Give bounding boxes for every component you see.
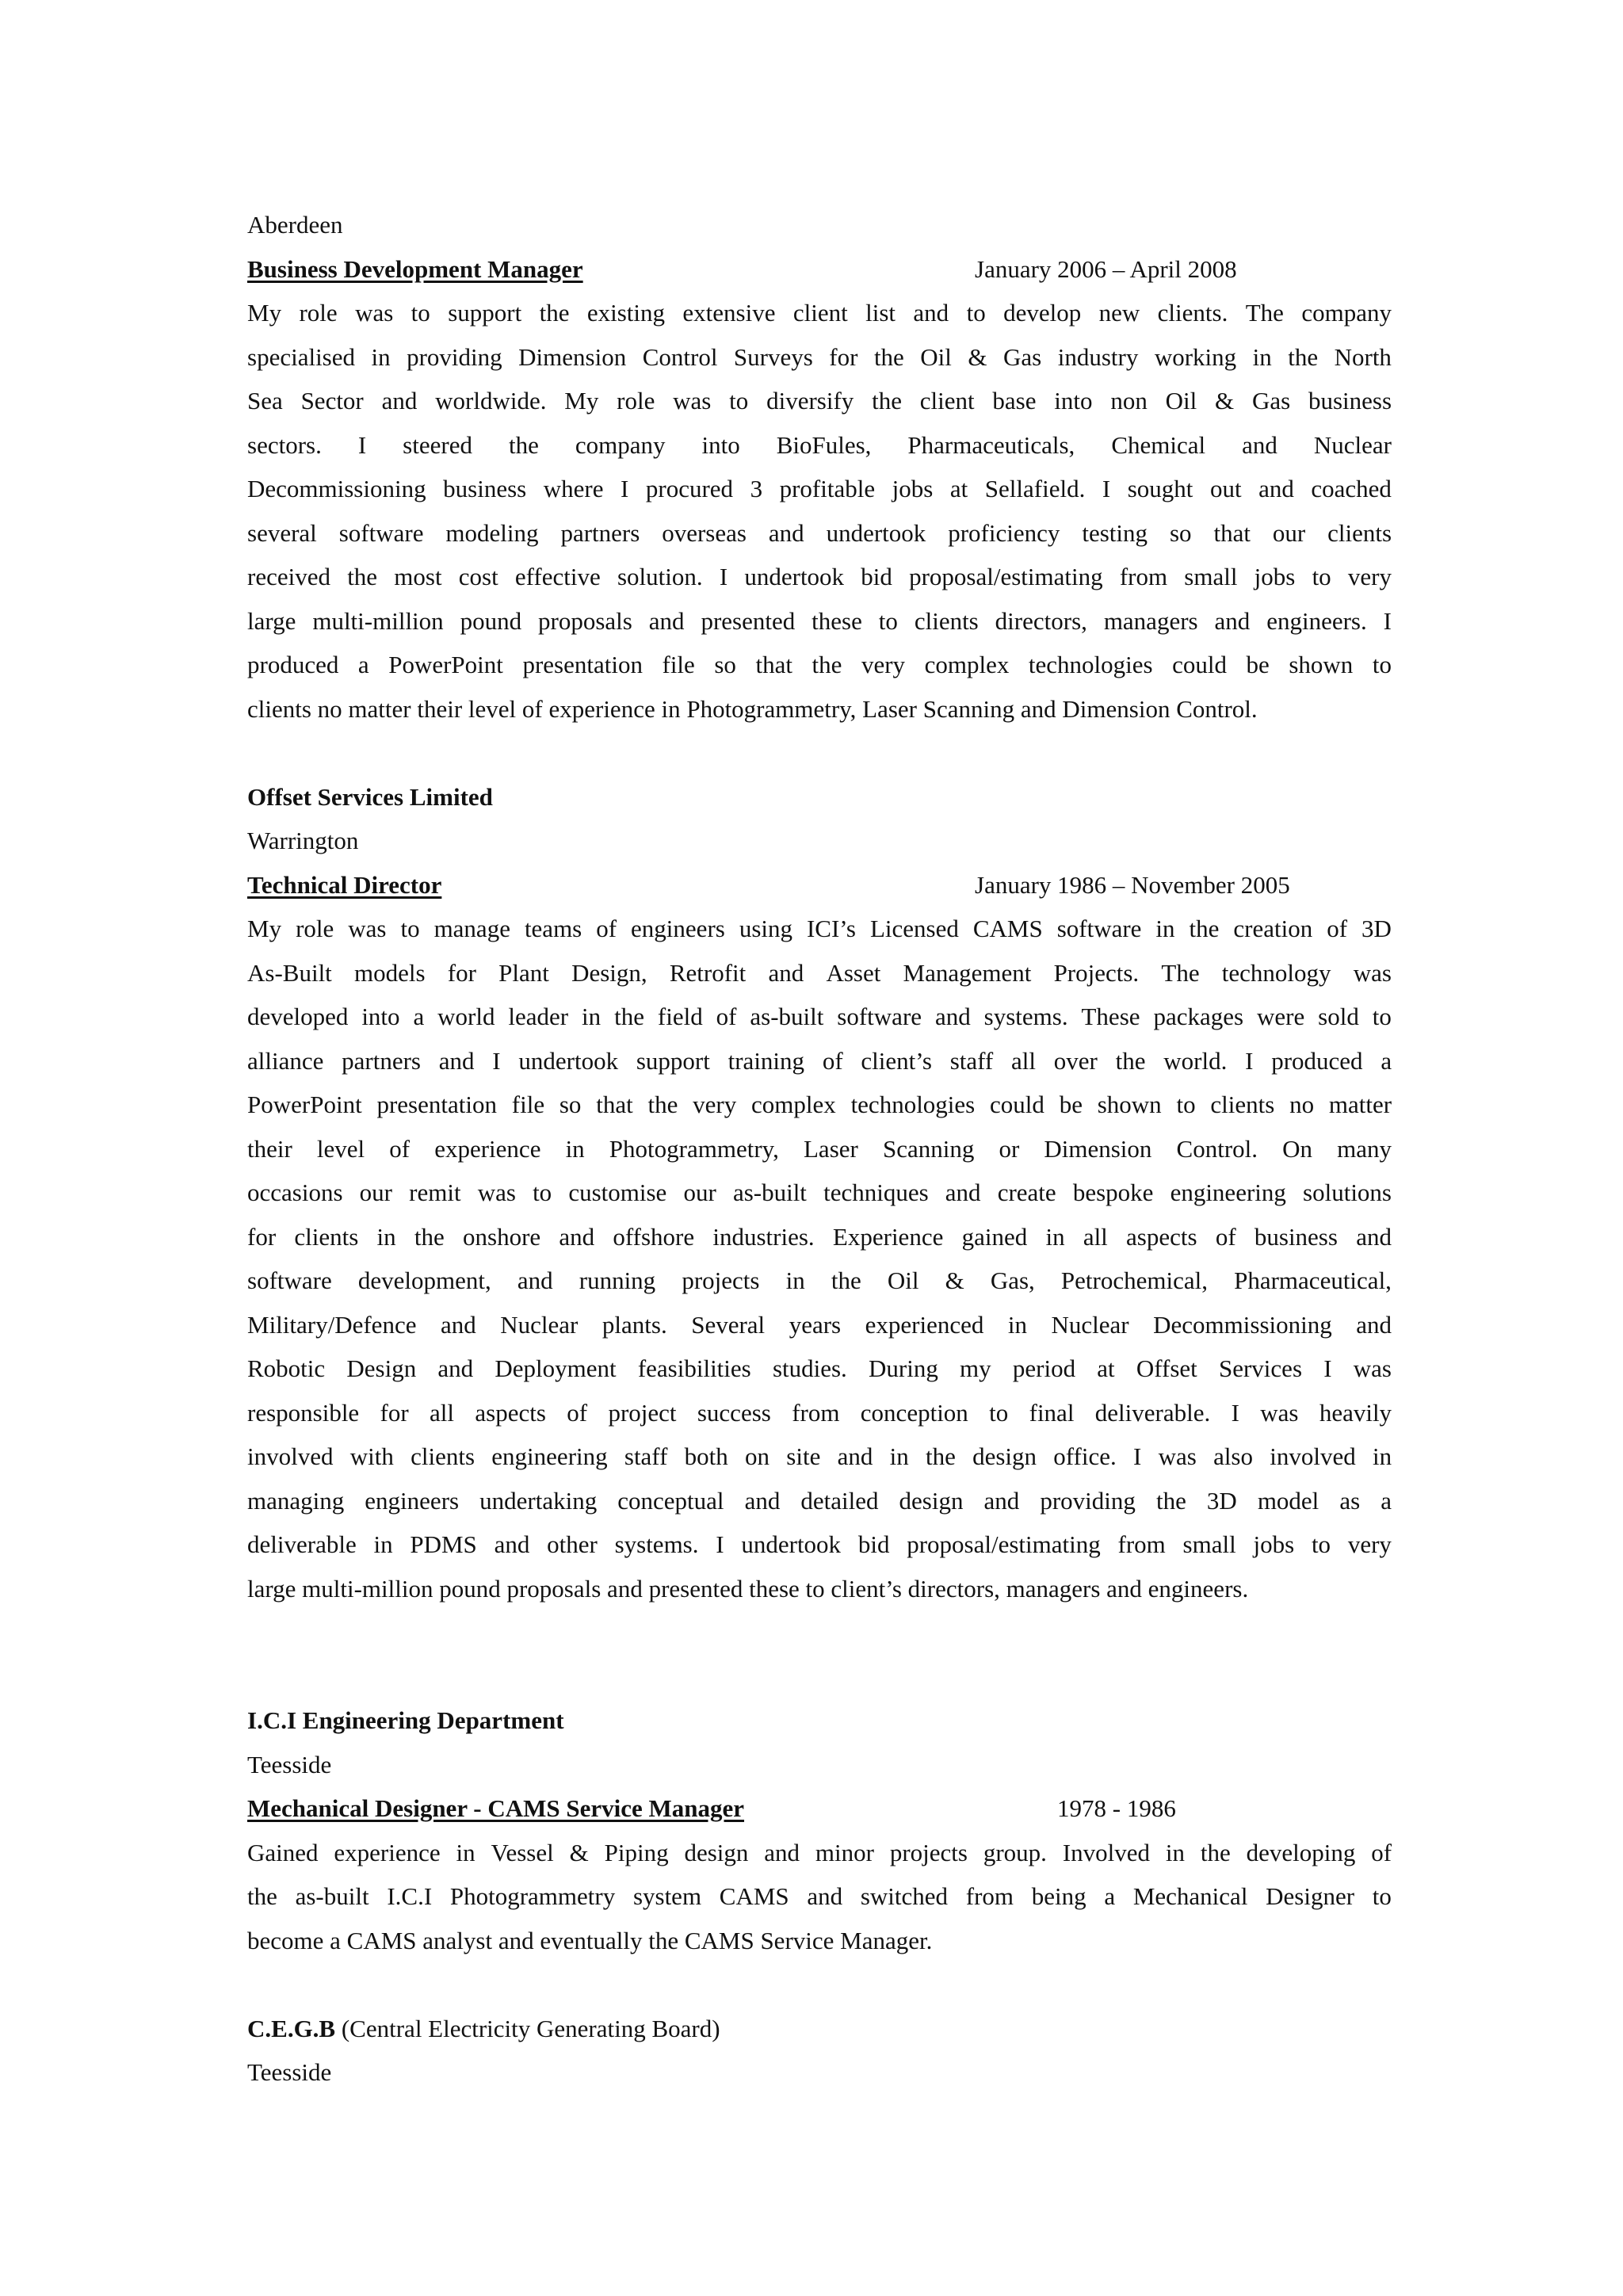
job-dates: 1978 - 1986 (1057, 1794, 1176, 1822)
paragraph-line: My role was to manage teams of engineers using ICI’s Licensed CAMS software in the creation of 3D (247, 915, 1392, 942)
paragraph-line: Sea Sector and worldwide. My role was to diversify the client base into non Oil & Gas business (247, 387, 1392, 415)
paragraph-line: received the most cost effective solution. I undertook bid proposal/estimating from small jobs to very (247, 563, 1392, 590)
job-description (247, 907, 1392, 1610)
paragraph-line: Military/Defence and Nuclear plants. Several years experienced in Nuclear Decommissioning and (247, 1310, 1392, 1339)
paragraph-line: specialised in providing Dimension Control Surveys for the Oil & Gas industry working in the North (247, 342, 1392, 371)
paragraph-line: for clients in the onshore and offshore industries. Experience gained in all aspects of business and (247, 1222, 1392, 1251)
paragraph-line: Gained experience in Vessel & Piping design and minor projects group. Involved in the developing of (247, 1838, 1392, 1866)
paragraph-line: software development, and running projects in the Oil & Gas, Petrochemical, Pharmaceutical, (247, 1266, 1392, 1294)
paragraph-line: As-Built models for Plant Design, Retrofit and Asset Management Projects. The technology was (247, 958, 1392, 987)
paragraph-line: several software modeling partners overseas and undertook proficiency testing so that our clients (247, 518, 1392, 547)
paragraph-line: sectors. I steered the company into BioFules, Pharmaceuticals, Chemical and Nuclear (247, 430, 1392, 459)
paragraph-line: PowerPoint presentation file so that the very complex technologies could be shown to clients no matter (247, 1091, 1392, 1118)
job-title: Technical Director (247, 870, 442, 899)
job-location: Aberdeen (247, 211, 343, 239)
job-dates: January 2006 – April 2008 (975, 254, 1237, 283)
job-title: Business Development Manager (247, 254, 583, 283)
spacer (247, 1610, 1392, 1698)
job-section-cegb (247, 2007, 1392, 2095)
paragraph-line: My role was to support the existing extensive client list and to develop new clients. The company (247, 299, 1392, 327)
paragraph-line: responsible for all aspects of project success from conception to final deliverable. I was heavily (247, 1398, 1392, 1427)
job-title: Mechanical Designer - CAMS Service Manager (247, 1794, 745, 1822)
paragraph-line: large multi-million pound proposals and presented these to client’s directors, managers and engineers. (247, 1574, 1249, 1603)
paragraph-line: managing engineers undertaking conceptual and detailed design and providing the 3D model as a (247, 1486, 1392, 1515)
paragraph-line: Decommissioning business where I procured 3 profitable jobs at Sellafield. I sought out and coached (247, 475, 1392, 502)
job-location: Teesside (247, 1750, 332, 1778)
paragraph-line: large multi-million pound proposals and presented these to clients directors, managers and engineers. I (247, 606, 1392, 635)
job-section-offset-services (247, 775, 1392, 1611)
paragraph-line: developed into a world leader in the field of as-built software and systems. These packages were sold to (247, 1003, 1392, 1030)
company-name: I.C.I Engineering Department (247, 1706, 564, 1734)
company-row (247, 2007, 1392, 2051)
company-name: C.E.G.B (247, 2014, 336, 2042)
paragraph-line: clients no matter their level of experience in Photogrammetry, Laser Scanning and Dimension Control. (247, 694, 1258, 723)
paragraph-line: occasions our remit was to customise our as-built techniques and create bespoke engineering solutions (247, 1179, 1392, 1206)
company-full-name: (Central Electricity Generating Board) (335, 2014, 720, 2042)
spacer (247, 1962, 1392, 2007)
paragraph-line: Robotic Design and Deployment feasibilities studies. During my period at Offset Services I was (247, 1354, 1392, 1382)
company-name: Offset Services Limited (247, 782, 493, 811)
paragraph-line: deliverable in PDMS and other systems. I undertook bid proposal/estimating from small jobs to very (247, 1530, 1392, 1558)
paragraph-line: produced a PowerPoint presentation file so that the very complex technologies could be shown to (247, 651, 1392, 678)
paragraph-line: the as-built I.C.I Photogrammetry system CAMS and switched from being a Mechanical Designer to (247, 1882, 1392, 1910)
job-location: Teesside (247, 2058, 332, 2086)
cv-content (247, 203, 1392, 2095)
paragraph-line: involved with clients engineering staff both on site and in the design office. I was also involved in (247, 1442, 1392, 1470)
job-dates: January 1986 – November 2005 (975, 870, 1290, 899)
job-section-ici (247, 1698, 1392, 1962)
job-title-row (247, 863, 1392, 907)
job-description (247, 291, 1392, 731)
job-description (247, 1831, 1392, 1963)
paragraph-line: become a CAMS analyst and eventually the CAMS Service Manager. (247, 1926, 933, 1954)
job-title-row (247, 247, 1392, 292)
paragraph-line: alliance partners and I undertook support training of client’s staff all over the world. I produced a (247, 1046, 1392, 1075)
paragraph-line: their level of experience in Photogrammetry, Laser Scanning or Dimension Control. On many (247, 1134, 1392, 1163)
spacer (247, 731, 1392, 775)
job-location: Warrington (247, 827, 359, 854)
job-section-business-development (247, 203, 1392, 731)
job-title-row (247, 1786, 1392, 1831)
